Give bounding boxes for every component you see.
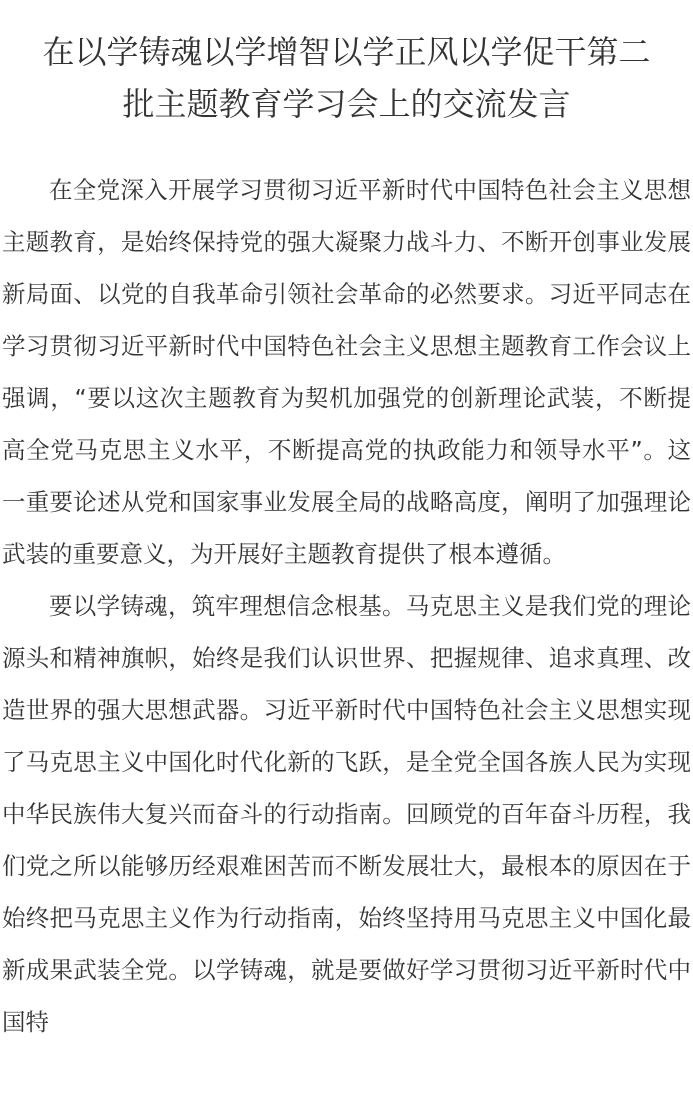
paragraph-2: 要以学铸魂，筑牢理想信念根基。马克思主义是我们党的理论源头和精神旗帜，始终是我们认识世界、把握规律、追求真理、改造世界的强大思想武器。习近平新时代中国特色社会主义思想实现了马克思主义中国化时代化新的飞跃，是全党全国各族人民为实现中华民族伟大复兴而奋斗的行动指南。回顾党的百年奋斗历程，我们党之所以能够历经艰难困苦而不断发展壮大，最根本的原因在于始终把马克思主义作为行动指南，始终坚持用马克思主义中国化最新成果武装全党。以学铸魂，就是要做好学习贯彻习近平新时代中国特 [2, 592, 691, 1036]
paragraph-1: 在全党深入开展学习贯彻习近平新时代中国特色社会主义思想主题教育，是始终保持党的强大凝聚力战斗力、不断开创事业发展新局面、以党的自我革命引领社会革命的必然要求。习近平同志在学习贯彻习近平新时代中国特色社会主义思想主题教育工作会议上强调，“要以这次主题教育为契机加强党的创新理论武装，不断提高全党马克思主义水平，不断提高党的执政能力和领导水平”。这一重要论述从党和国家事业发展全局的战略高度，阐明了加强理论武装的重要意义，为开展好主题教育提供了根本遵循。 [2, 176, 691, 568]
document-title-line-2: 批主题教育学习会上的交流发言 [122, 85, 571, 123]
document-title-line-1: 在以学铸魂以学增智以学正风以学促干第二 [42, 33, 651, 71]
document-title [2, 0, 691, 130]
document-body [2, 164, 691, 1048]
